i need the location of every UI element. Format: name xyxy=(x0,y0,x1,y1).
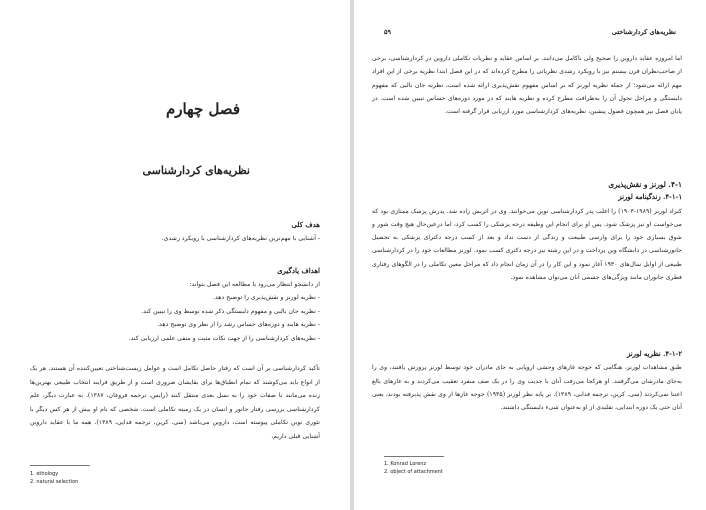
learning-heading: اهداف یادگیری xyxy=(277,266,320,275)
right-intro-paragraph: اما امروزه عقاید داروین را صحیح ولی ناکامل می‌دانند. بر اساس عقاید و نظریات تکاملی داروین در کردارشناسی، برخی از صاحب‌نظران قرن بیستم نیز با رویکرد رشدی نظریاتی را مطرح کرده‌اند که در این فصل ابتدا نظریه برخی از این افراد مهم ارائه می‌شود؛ از جمله نظریه لورنز که بر اساس مفهوم نقش‌پذیری ارائه شده است، نظریه جان بالبی که مفهوم دلبستگی و مراحل تحول آن را به‌ظرافت مطرح کرده و نظریه هایند که در مورد دوره‌های حساس تبیین شده است. در پایان فصل نیز همچون فصول پیشین، نظریه‌های کردارشناسی مورد ارزیابی قرار گرفته است. xyxy=(372,55,682,116)
learning-item: - نظریه‌های کردارشناسی را از جهت نکات مثبت و منفی علمی ارزیابی کند. xyxy=(128,334,320,342)
footnote: 2. natural selection xyxy=(30,479,79,485)
running-title: نظریه‌های کردارشناختی xyxy=(611,28,676,36)
learning-item: - نظریه جان بالبی و مفهوم دلبستگی ذکر شده توسط وی را تبیین کند. xyxy=(141,307,320,315)
right-page xyxy=(354,0,706,510)
subsection-heading: ۴-۱-۱. زندگینامه لورنز xyxy=(618,193,682,202)
right-footnotes xyxy=(384,460,443,476)
subsection-paragraph: کنراد لورنز (۱۹۸۹-۱۹۰۳) را اغلب پدر کردارشناسی نوین می‌خوانند. وی در اتریش زاده شد. پدرش پزشک ممتازی بود که می‌خواست او نیز پزشک شود. پس او برای انجام این وظیفه درجه پزشکی را کسب کرد، اما درعین‌حال هیچ وقت شور و شوق بسیاری خود را برای وارسی طبیعت و زندگی از دست نداد و بعد از کسب درجه دکترای پزشکی به تحصیل جانورشناسی در دانشگاه وین پرداخت و در این رشته نیز درجه دکتری کسب نمود. لورنز مطالعات خود را در کردارشناسی طبیعی از اوایل سال‌های ۱۹۳۰ آغاز نمود و این کار را در آن زمان انجام داد که مراحل معین تکاملی را در الگوهای رفتاری فطری جانوران مانند ویژگی‌های جسمی آنان می‌توان مشاهده نمود. xyxy=(372,207,682,282)
section-4-1 xyxy=(372,178,682,284)
footnote: 1. ethology xyxy=(30,471,59,477)
footnote-rule xyxy=(384,456,444,457)
left-page xyxy=(0,0,350,510)
left-body-paragraph: تأکید کردارشناسی بر آن است که رفتار حاصل تکامل است و عوامل زیست‌شناختی تعیین‌کننده آن هستند. هر یک از انواع باید می‌کوشند که تمام انطباق‌ها برای بقایشان ضروری است و از طریق فرایند انتخاب طبیعی بهترین‌ها زنده می‌مانند تا صفات خود را به نسل بعدی منتقل کنند (رایس، ترجمه فروغان، ۱۳۸۷). به عبارت دیگر، علم کردارشناسی بررسی رفتار جانور و انسان در یک زمینه تکاملی است. شخصی که نام او بیش از هر کس دیگر با تئوری نوین تکاملی پیوسته است، داروین می‌باشد (سی. کرین، ترجمه فدایی، ۱۳۸۹). همه ما با عقاید داروین آشنایی قبلی داریم، xyxy=(30,365,320,440)
learning-item: - نظریه لورنز و نقش‌پذیری را توضیح دهد. xyxy=(213,294,320,301)
footnote-rule xyxy=(30,465,90,466)
chapter-subtitle: نظریه‌های کردارشناسی xyxy=(142,164,250,177)
section-4-1-2 xyxy=(372,348,682,414)
learning-list xyxy=(30,291,320,345)
learning-item: - نظریه هایند و دوره‌های حساس رشد را از نظر وی توضیح دهد. xyxy=(157,321,320,328)
learning-objectives-section xyxy=(30,264,320,345)
page-number: ۵۹ xyxy=(384,28,391,36)
goal-text: - آشنایی با مهم‌ترین نظریه‌های کردارشناسی با رویکرد رشدی. xyxy=(161,234,320,242)
section-heading: ۴-۱. لورنز و نقش‌پذیری xyxy=(608,180,682,189)
subsection-paragraph: طبق مشاهدات لورنز، هنگامی که جوجه غازهای وحشی اروپایی به جای مادران خود توسط لورنز پرورش یافتند، وی را به‌جای مادرشان می‌گرفتند. او هرکجا می‌رفت آنان با جدیت وی را در یک صف منفرد تعقیب می‌کردند و به غازهای بالغ اعتنا نمی‌کردند (سی. کرین، ترجمه فدایی، ۱۳۸۹). بر پایه نظر لورنز (۱۹۳۵) جوجه غازها از وی نقش پذیرفته بودند، یعنی آنان حتی یک دوره ابتدایی، تقلیدی از او به‌عنوان شیء دلبستگی داشتند. xyxy=(372,364,682,412)
goal-heading: هدف کلی xyxy=(291,220,320,229)
footnote: 1. Konrad Lorenz xyxy=(384,461,427,467)
goal-section xyxy=(30,218,320,245)
chapter-title: فصل چهارم xyxy=(165,100,240,118)
subsection-heading: ۴-۱-۲. نظریه لورنز xyxy=(627,350,682,358)
left-footnotes xyxy=(30,470,78,486)
learning-intro: از دانشجو انتظار می‌رود با مطالعه این فصل بتواند: xyxy=(189,280,320,288)
footnote: 2. object of attachment xyxy=(384,469,443,475)
